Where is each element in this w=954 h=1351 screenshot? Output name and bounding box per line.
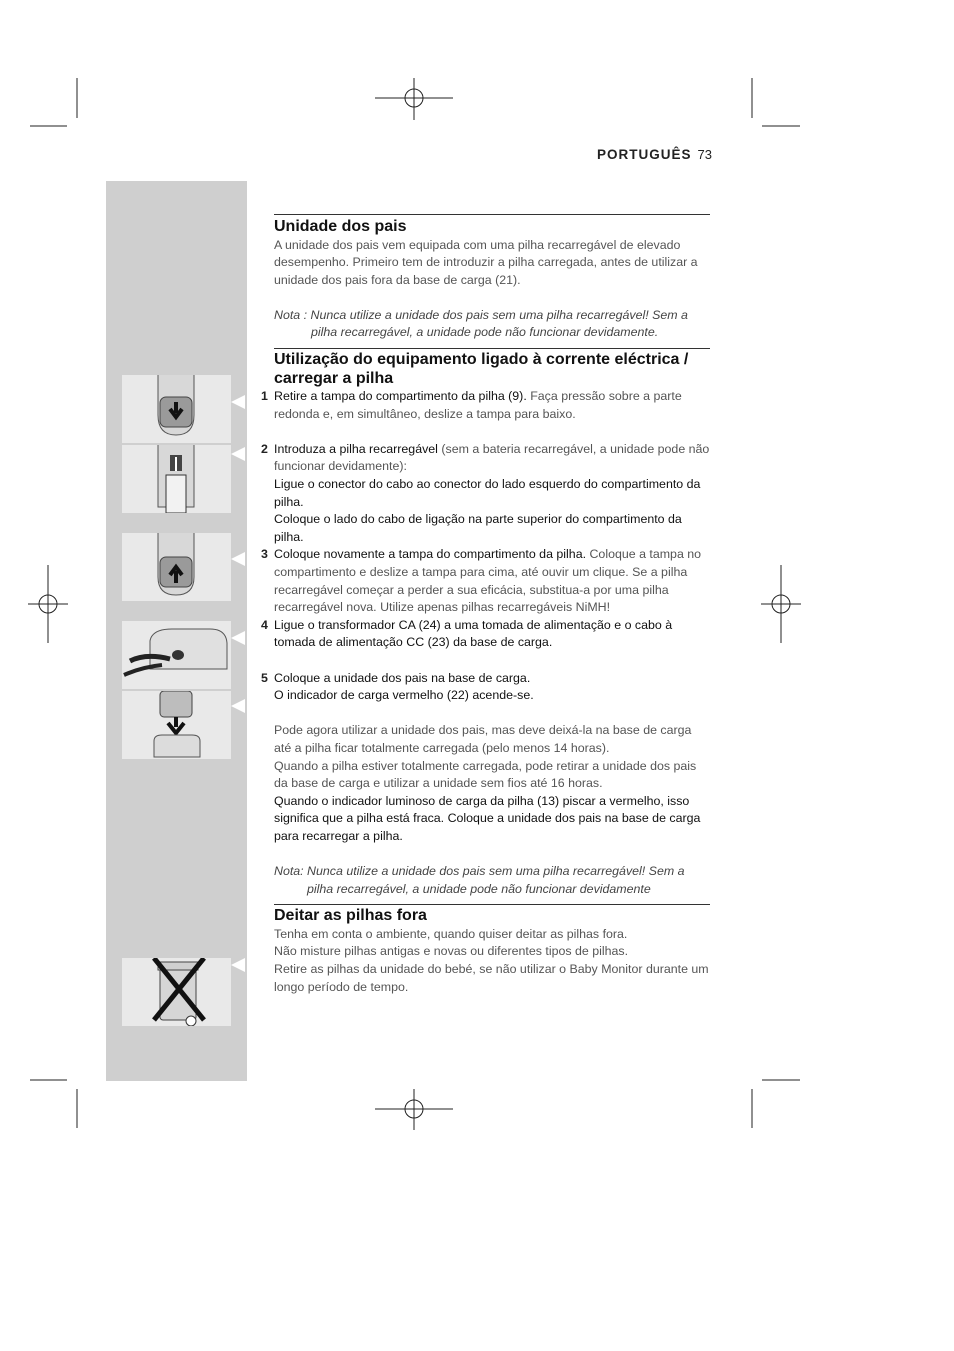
step-3-detail: Coloque a tampa no compartimento e deslize a tampa para cima, até ouvir um clique. Se a pilha recarregável começar a perder a sua eficácia, substitua-a por uma pilha recarregável nova. Utilize apenas pilhas recarregáveis NiMH! xyxy=(274,547,702,615)
disposal-line-2: Não misture pilhas antigas e novas ou diferentes tipos de pilhas. xyxy=(274,944,629,959)
note-1 xyxy=(274,307,710,342)
step-number: 1 xyxy=(261,389,268,404)
section-title-mains-charging: Utilização do equipamento ligado à corrente eléctrica / carregar a pilha xyxy=(274,351,689,387)
step-2 xyxy=(261,441,710,547)
section-title-disposal: Deitar as pilhas fora xyxy=(274,907,427,925)
figure-pointer xyxy=(231,631,245,645)
step-5 xyxy=(261,670,710,705)
charging-time-text: Pode agora utilizar a unidade dos pais, mas deve deixá-la na base de carga até a pilha ficar totalmente carregada (pelo menos 14 horas). xyxy=(274,723,692,755)
figure-pointer xyxy=(231,699,245,713)
figure-connect-adapter xyxy=(122,621,231,689)
disposal-line-1: Tenha em conta o ambiente, quando quiser deitar as pilhas fora. xyxy=(274,926,628,941)
battery-cover-up-illustration xyxy=(122,533,231,601)
charger-connection-illustration xyxy=(122,621,231,689)
figure-remove-cover xyxy=(122,375,231,443)
step-1-action: Retire a tampa do compartimento da pilha (9). xyxy=(274,389,527,404)
step-1 xyxy=(261,388,710,423)
note-1-line2: pilha recarregável, a unidade pode não funcionar devidamente. xyxy=(311,325,659,340)
figure-pointer xyxy=(231,958,245,972)
disposal-line-3: Retire as pilhas da unidade do bebé, se não utilizar o Baby Monitor durante um longo período de tempo. xyxy=(274,961,709,994)
section-rule xyxy=(274,348,710,349)
figure-pointer xyxy=(231,552,245,566)
step-5-indicator: O indicador de carga vermelho (22) acende-se. xyxy=(274,688,534,703)
step-2-connect: Ligue o conector do cabo ao conector do lado esquerdo do compartimento da pilha. xyxy=(274,477,701,509)
battery-cover-down-illustration xyxy=(122,375,231,443)
step-3-action: Coloque novamente a tampa do compartimento da pilha. xyxy=(274,547,587,562)
section-rule xyxy=(274,904,710,905)
section-rule xyxy=(274,214,710,215)
step-3 xyxy=(261,546,710,616)
step-1-detail: Faça pressão sobre a parte redonda e, em simultâneo, deslize a tampa para baixo. xyxy=(274,389,682,421)
step-number: 5 xyxy=(261,670,268,685)
figure-disposal xyxy=(122,958,231,1026)
section-title-parent-unit: Unidade dos pais xyxy=(274,218,407,235)
figure-pointer xyxy=(231,395,245,409)
note-1-line1: Nota : Nunca utilize a unidade dos pais sem uma pilha recarregável! Sem a xyxy=(274,307,688,322)
language-label: PORTUGUÊS xyxy=(597,147,692,162)
figure-insert-battery xyxy=(122,445,231,513)
note-2-line1: Nota: Nunca utilize a unidade dos pais sem uma pilha recarregável! Sem a xyxy=(274,864,685,879)
figure-place-on-charger xyxy=(122,691,231,759)
low-battery-text: Quando o indicador luminoso de carga da pilha (13) piscar a vermelho, isso significa que a pilha está fraca. Coloque a unidade dos pais na base de carga para recarregar a pilha. xyxy=(274,793,701,843)
cordless-time-text: Quando a pilha estiver totalmente carregada, pode retirar a unidade dos pais da base de carga e utilizar a unidade sem fios até 16 horas. xyxy=(274,758,697,791)
page-header xyxy=(560,146,712,164)
step-number: 3 xyxy=(261,547,268,562)
step-2-action: Introduza a pilha recarregável xyxy=(274,441,438,456)
step-5-action: Coloque a unidade dos pais na base de carga. xyxy=(274,670,531,685)
step-number: 2 xyxy=(261,441,268,456)
step-2-detail: (sem a bateria recarregável, a unidade pode não funcionar devidamente): xyxy=(274,441,710,474)
step-4 xyxy=(261,617,710,652)
main-content xyxy=(261,214,710,996)
step-2-place-cable: Coloque o lado do cabo de ligação na parte superior do compartimento da pilha. xyxy=(274,512,682,544)
step-number: 4 xyxy=(261,617,268,632)
parent-unit-intro: A unidade dos pais vem equipada com uma pilha recarregável de elevado desempenho. Primeiro tem de introduzir a pilha carregada, antes de utilizar a unidade dos pais fora da base de carga (21). xyxy=(274,237,698,287)
figure-replace-cover xyxy=(122,533,231,601)
note-2 xyxy=(274,863,710,898)
figure-pointer xyxy=(231,447,245,461)
crossed-bin-icon xyxy=(122,958,231,1026)
note-2-line2: pilha recarregável, a unidade pode não funcionar devidamente xyxy=(307,881,651,896)
step-4-action: Ligue o transformador CA (24) a uma tomada de alimentação e o cabo à tomada de alimentação CC (23) da base de carga. xyxy=(274,617,673,650)
insert-battery-illustration xyxy=(122,445,231,513)
page-number: 73 xyxy=(697,147,712,162)
place-unit-on-base-illustration xyxy=(122,691,231,759)
